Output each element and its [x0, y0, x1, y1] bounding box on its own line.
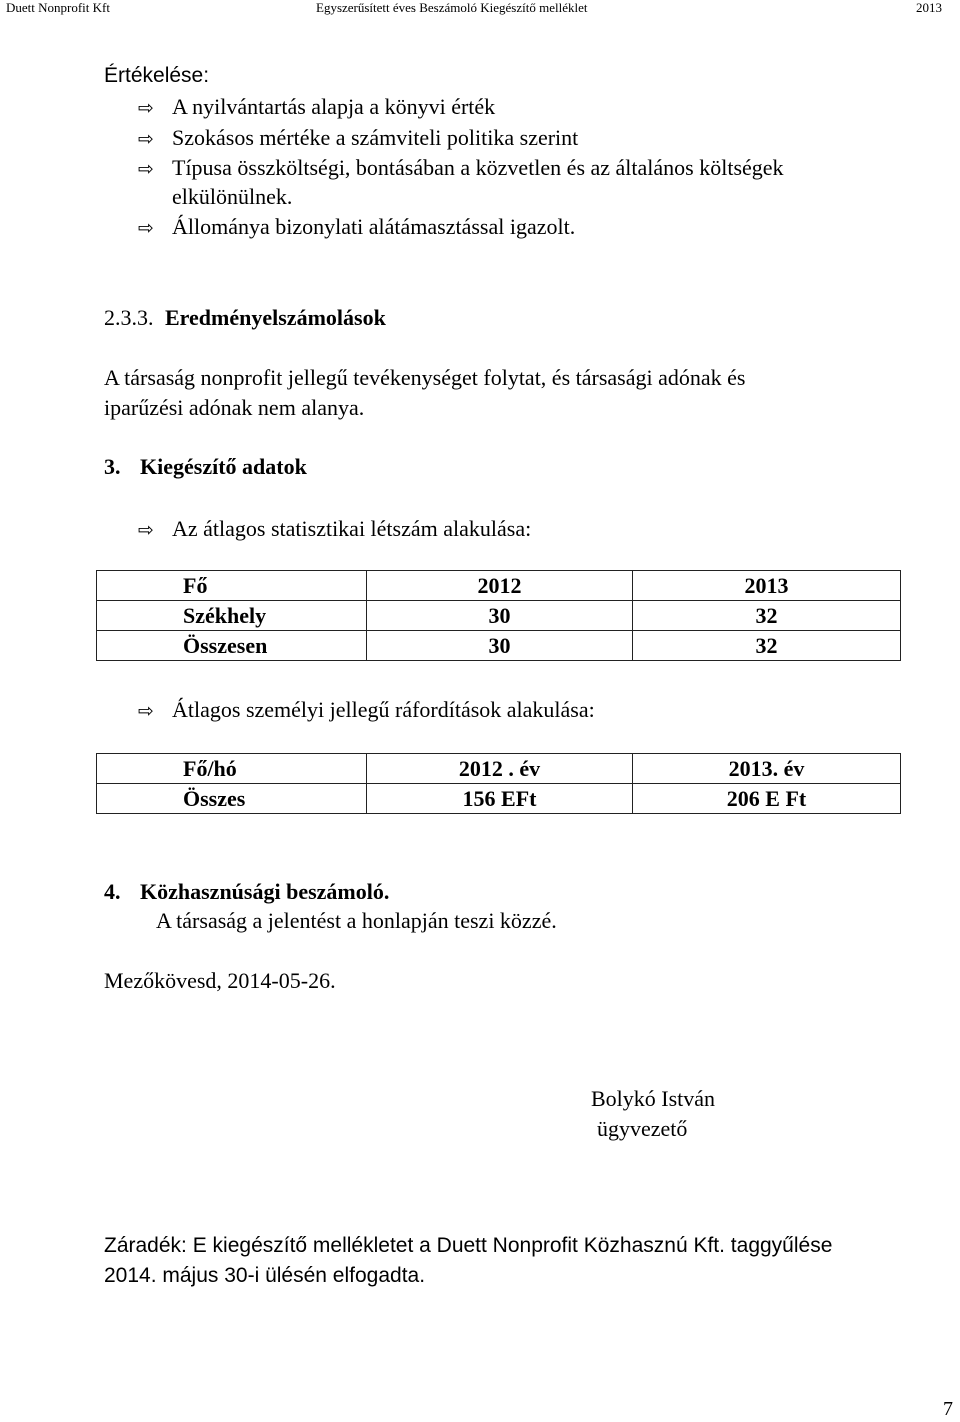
- arrow-right-outline-icon: ⇨: [138, 97, 154, 119]
- table-row: [97, 784, 901, 814]
- place-date: Mezőkövesd, 2014-05-26.: [104, 968, 336, 993]
- table-cell: Székhely: [97, 601, 367, 631]
- signatory-role: ügyvezető: [597, 1116, 688, 1141]
- arrow-right-outline-icon: ⇨: [138, 700, 154, 722]
- headcount-table: [96, 570, 901, 661]
- section-title: Közhasznúsági beszámoló.: [140, 879, 390, 904]
- evaluation-bullet-4: ⇨ Állománya bizonylati alátámasztással igazolt.: [138, 212, 575, 243]
- table-cell: 2013: [633, 571, 901, 601]
- table-row: [97, 601, 901, 631]
- section-title: Eredményelszámolások: [165, 305, 386, 330]
- section-233-text-line-1: A társaság nonprofit jellegű tevékenységet folytat, és társasági adónak és: [104, 365, 746, 390]
- table-cell: 2013. év: [633, 754, 901, 784]
- table-cell: 32: [633, 631, 901, 661]
- table-cell: 2012 . év: [367, 754, 633, 784]
- table-cell: Összesen: [97, 631, 367, 661]
- clause-line-1: Záradék: E kiegészítő mellékletet a Duett Nonprofit Közhasznú Kft. taggyűlése: [104, 1234, 833, 1257]
- arrow-right-outline-icon: ⇨: [138, 128, 154, 150]
- arrow-right-outline-icon: ⇨: [138, 519, 154, 541]
- table-cell: Összes: [97, 784, 367, 814]
- table-cell: 156 EFt: [367, 784, 633, 814]
- table-cell: 2012: [367, 571, 633, 601]
- section-number: 4.: [104, 879, 121, 904]
- page-number: 7: [943, 1398, 953, 1420]
- personnel-cost-table: [96, 753, 901, 814]
- page-header: [0, 0, 960, 18]
- table-cell: 206 E Ft: [633, 784, 901, 814]
- section-title: Kiegészítő adatok: [140, 454, 307, 479]
- arrow-right-outline-icon: ⇨: [138, 217, 154, 239]
- table-row: [97, 631, 901, 661]
- section-number: 3.: [104, 454, 121, 479]
- evaluation-bullet-3-continuation: elkülönülnek.: [172, 184, 293, 209]
- table-cell: 30: [367, 601, 633, 631]
- table-row: [97, 571, 901, 601]
- header-year: 2013: [916, 0, 942, 15]
- arrow-right-outline-icon: ⇨: [138, 158, 154, 180]
- headcount-bullet: ⇨ Az átlagos statisztikai létszám alakulása:: [138, 514, 531, 545]
- table-cell: Fő/hó: [97, 754, 367, 784]
- table-cell: Fő: [97, 571, 367, 601]
- personnel-cost-bullet: ⇨ Átlagos személyi jellegű ráfordítások alakulása:: [138, 695, 595, 726]
- evaluation-bullet-1: ⇨ A nyilvántartás alapja a könyvi érték: [138, 92, 495, 123]
- section-3-heading: [104, 452, 307, 481]
- section-233-heading: [104, 303, 386, 332]
- section-number: 2.3.3.: [104, 305, 154, 330]
- table-cell: 30: [367, 631, 633, 661]
- table-cell: 32: [633, 601, 901, 631]
- table-row: [97, 754, 901, 784]
- section-4-heading: [104, 877, 389, 906]
- evaluation-title: Értékelése:: [104, 64, 210, 87]
- header-company: Duett Nonprofit Kft: [6, 0, 110, 15]
- section-233-text-line-2: iparűzési adónak nem alanya.: [104, 395, 365, 420]
- evaluation-bullet-2: ⇨ Szokásos mértéke a számviteli politika szerint: [138, 123, 578, 154]
- clause-line-2: 2014. május 30-i ülésén elfogadta.: [104, 1264, 426, 1287]
- header-document-title: Egyszerűsített éves Beszámoló Kiegészítő melléklet: [316, 0, 588, 15]
- section-4-text: A társaság a jelentést a honlapján teszi közzé.: [156, 908, 557, 933]
- signatory-name: Bolykó István: [591, 1086, 716, 1111]
- evaluation-bullet-3: ⇨ Típusa összköltségi, bontásában a közvetlen és az általános költségek: [138, 153, 784, 184]
